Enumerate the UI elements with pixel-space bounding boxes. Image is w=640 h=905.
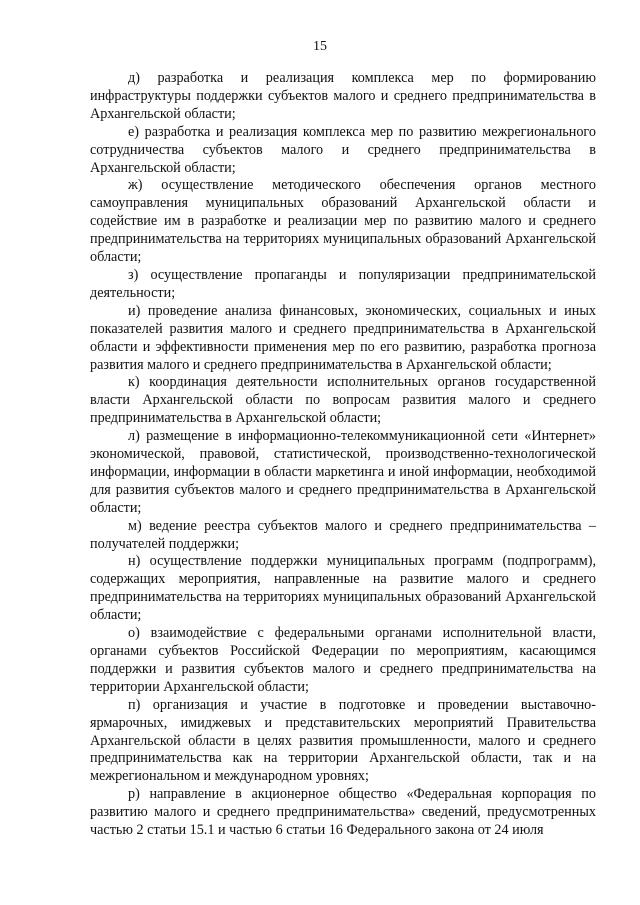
paragraph-e: е) разработка и реализация комплекса мер по развитию межрегионального сотрудничества субъектов малого и среднего предпринимательства в Архангельской области; — [90, 123, 596, 176]
paragraph-zh: ж) осуществление методического обеспечения органов местного самоуправления муниципальных образований Архангельской области и содействие им в разработке и реализации мер по развитию малого и среднего предпринимательства на территориях муниципальных образований Архангельской области; — [90, 177, 596, 266]
paragraph-o: о) взаимодействие с федеральными органами исполнительной власти, органами субъектов Российской Федерации по мероприятиям, касающимся поддержки и развития субъектов малого и среднего предпринимательства на территории Архангельской области; — [90, 625, 596, 695]
paragraph-k: к) координация деятельности исполнительных органов государственной власти Архангельской области по вопросам развития малого и среднего предпринимательства в Архангельской области; — [90, 374, 596, 427]
paragraph-m: м) ведение реестра субъектов малого и среднего предпринимательства – получателей поддержки; — [90, 517, 596, 552]
paragraph-p: п) организация и участие в подготовке и проведении выставочно-ярмарочных, имиджевых и представительских мероприятий Правительства Архангельской области в целях развития промышленности, малого и среднего предпринимательства как на территории Архангельской области, так и на межрегиональном и международном уровнях; — [90, 696, 596, 785]
document-body — [90, 70, 596, 840]
paragraph-i: и) проведение анализа финансовых, экономических, социальных и иных показателей развития малого и среднего предпринимательства в Архангельской области и эффективности применения мер по его развитию, разработка прогноза развития малого и среднего предпринимательства в Архангельской области; — [90, 302, 596, 373]
paragraph-n: н) осуществление поддержки муниципальных программ (подпрограмм), содержащих мероприятия, направленные на развитие малого и среднего предпринимательства на территориях муниципальных образований Архангельской области; — [90, 553, 596, 624]
page-number: 15 — [313, 39, 327, 54]
paragraph-r: р) направление в акционерное общество «Федеральная корпорация по развитию малого и среднего предпринимательства» сведений, предусмотренных частью 2 статьи 15.1 и частью 6 статьи 16 Федерального закона от 24 июля — [90, 786, 596, 839]
paragraph-d: д) разработка и реализация комплекса мер по формированию инфраструктуры поддержки субъектов малого и среднего предпринимательства в Архангельской области; — [90, 70, 596, 122]
paragraph-l: л) размещение в информационно-телекоммуникационной сети «Интернет» экономической, правовой, статистической, производственно-технологической информации, информации в области маркетинга и иной информации, необходимой для развития субъектов малого и среднего предпринимательства в Архангельской области; — [90, 428, 596, 516]
paragraph-z: з) осуществление пропаганды и популяризации предпринимательской деятельности; — [90, 266, 596, 301]
